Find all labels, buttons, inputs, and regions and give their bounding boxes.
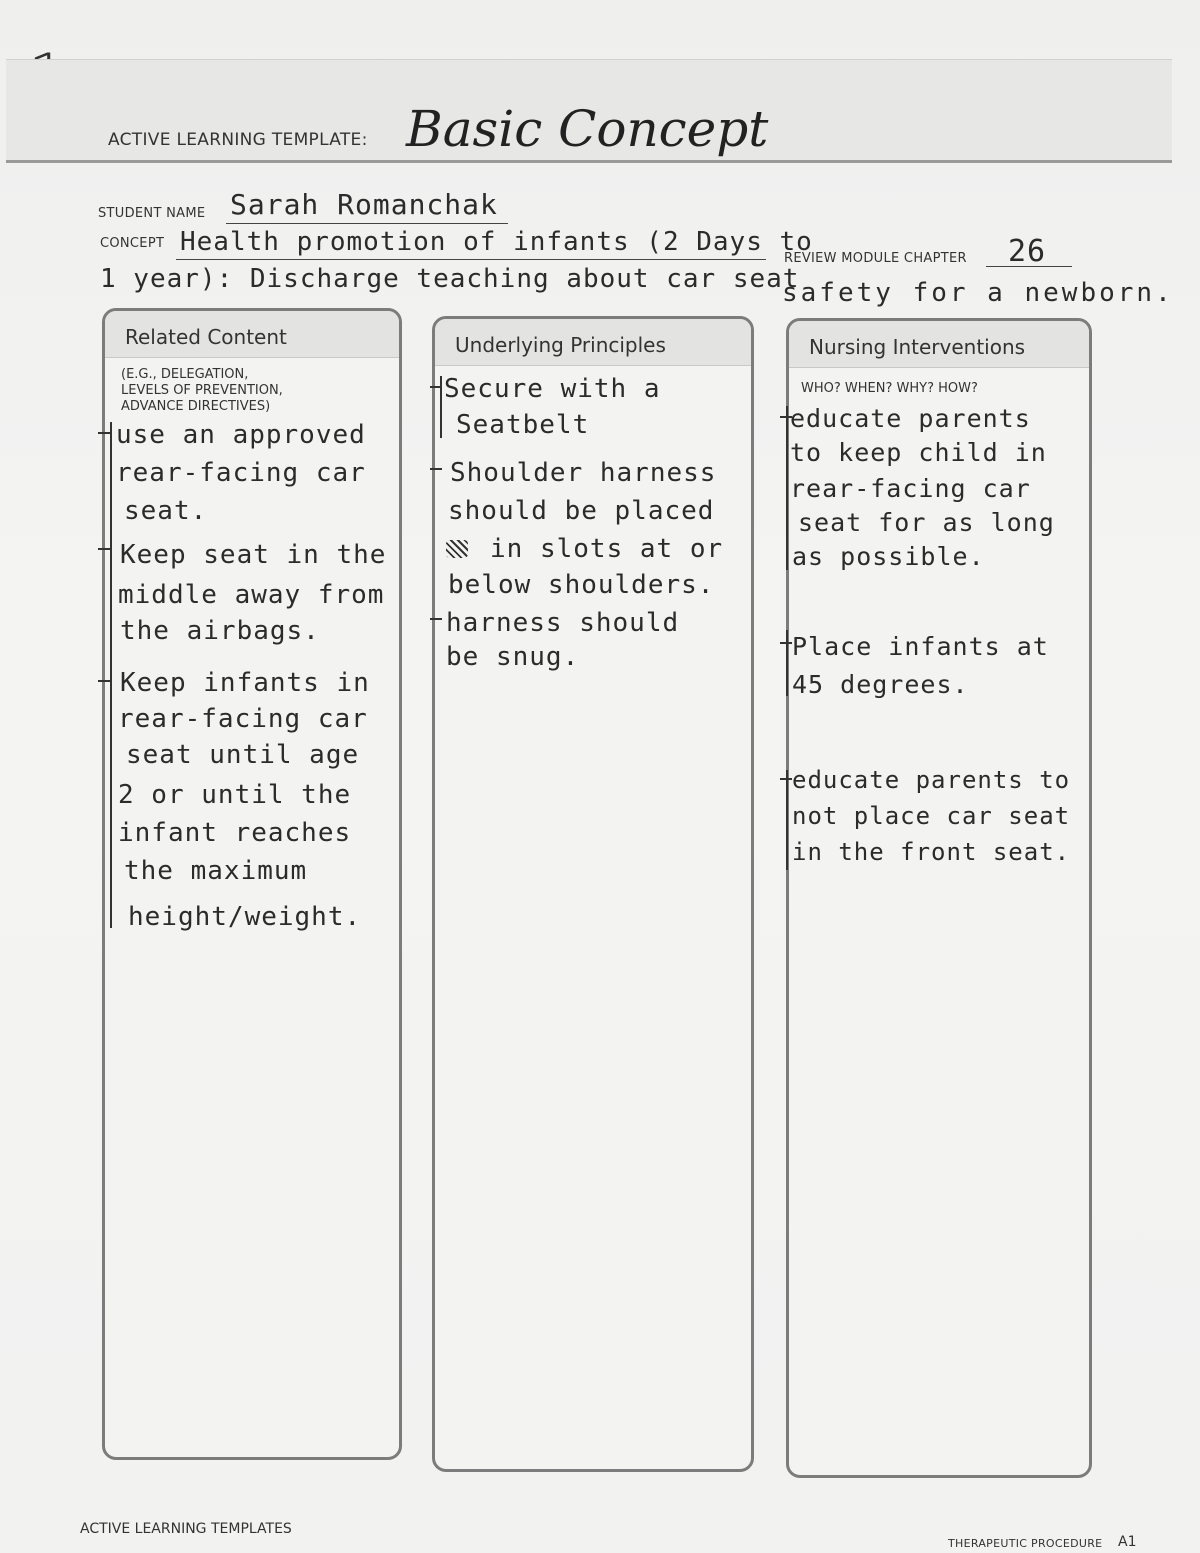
student-name-value[interactable]: Sarah Romanchak (230, 188, 498, 221)
interventions-line-1: educate parents (790, 404, 1031, 433)
principles-line-8: be snug. (446, 642, 580, 672)
bullet-dash (98, 432, 110, 434)
related-line-6: the airbags. (120, 616, 320, 646)
related-line-4: Keep seat in the (120, 540, 387, 570)
interventions-line-9: not place car seat (792, 802, 1071, 830)
bullet-dash (98, 680, 110, 682)
interventions-line-8: educate parents to (792, 766, 1071, 794)
footer-left: ACTIVE LEARNING TEMPLATES (80, 1521, 292, 1537)
bullet-dash (780, 778, 792, 780)
principles-line-3: Shoulder harness (450, 458, 717, 488)
bullet-dash (98, 548, 110, 550)
principles-line-4: should be placed (448, 496, 715, 526)
interventions-line-2: to keep child in (790, 438, 1047, 467)
interventions-margin-line (786, 406, 788, 570)
interventions-line-7: 45 degrees. (792, 670, 969, 699)
concept-line-2[interactable]: 1 year): Discharge teaching about car seat (100, 264, 800, 294)
review-module-value[interactable]: 26 (1008, 234, 1047, 269)
related-line-9: seat until age (126, 740, 360, 770)
student-name-label: STUDENT NAME (98, 206, 206, 221)
template-label: ACTIVE LEARNING TEMPLATE: (108, 130, 368, 150)
underlying-principles-panel (432, 316, 754, 1472)
concept-line-1[interactable]: Health promotion of infants (2 Days to (180, 227, 813, 257)
related-content-subtitle: (E.G., DELEGATION, LEVELS OF PREVENTION, ADVANCE DIRECTIVES) (121, 367, 283, 414)
scribble-mark (446, 540, 468, 558)
related-line-7: Keep infants in (120, 668, 370, 698)
interventions-line-3: rear-facing car (790, 474, 1031, 503)
footer-right: THERAPEUTIC PROCEDURE (948, 1537, 1103, 1550)
related-line-12: the maximum (124, 856, 308, 886)
related-line-1: use an approved (116, 420, 366, 450)
underlying-principles-title: Underlying Principles (455, 333, 666, 357)
bullet-dash (430, 618, 442, 620)
nursing-interventions-title: Nursing Interventions (809, 335, 1026, 359)
bullet-dash (780, 642, 792, 644)
student-name-underline (226, 223, 508, 224)
related-line-3: seat. (124, 496, 208, 526)
concept-label: CONCEPT (100, 236, 165, 251)
interventions-line-10: in the front seat. (792, 838, 1071, 866)
related-line-10: 2 or until the (118, 780, 352, 810)
principles-margin-line (440, 376, 442, 438)
concept-line-3[interactable]: safety for a newborn. (782, 278, 1174, 308)
related-content-title: Related Content (125, 325, 287, 349)
review-module-label: REVIEW MODULE CHAPTER (784, 251, 967, 266)
related-margin-line (110, 422, 112, 928)
interventions-line-6: Place infants at (792, 632, 1049, 661)
footer-page-code: A1 (1118, 1534, 1137, 1550)
principles-line-1: Secure with a (444, 374, 661, 404)
interventions-line-4: seat for as long (798, 508, 1055, 537)
interventions-margin-line (786, 770, 788, 870)
interventions-margin-line (786, 630, 788, 696)
related-line-5: middle away from (118, 580, 385, 610)
interventions-line-5: as possible. (792, 542, 985, 571)
related-line-13: height/weight. (128, 902, 362, 932)
related-line-2: rear-facing car (116, 458, 366, 488)
principles-line-2: Seatbelt (456, 410, 590, 440)
template-title: Basic Concept (406, 100, 769, 158)
related-line-8: rear-facing car (118, 704, 368, 734)
principles-line-5: in slots at or (490, 534, 724, 564)
concept-underline (176, 259, 766, 260)
principles-line-6: below shoulders. (448, 570, 715, 600)
bullet-dash (430, 468, 442, 470)
related-line-11: infant reaches (118, 818, 352, 848)
principles-line-7: harness should (446, 608, 680, 638)
nursing-interventions-subtitle: WHO? WHEN? WHY? HOW? (801, 381, 978, 396)
